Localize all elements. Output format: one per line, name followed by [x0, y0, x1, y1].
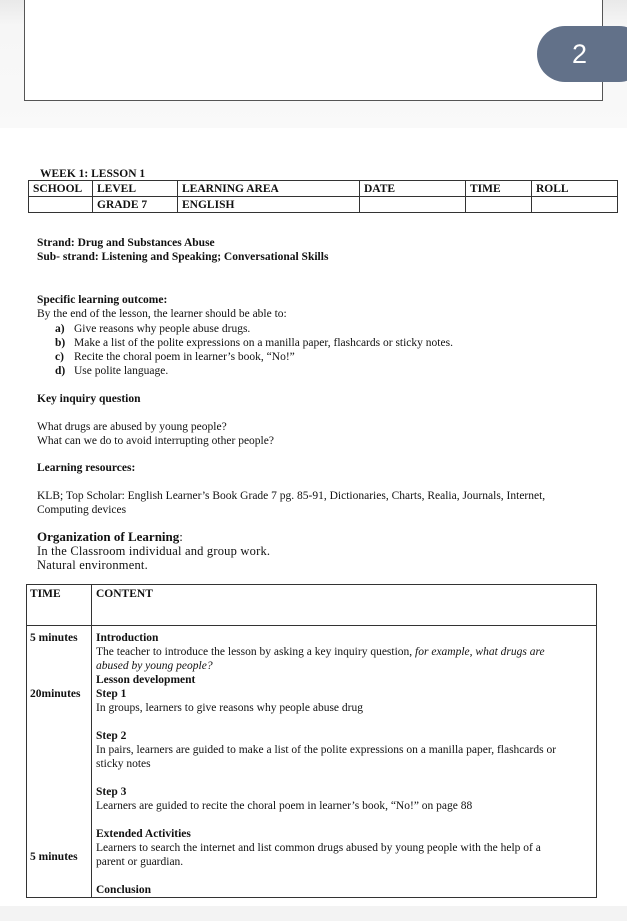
resources-text: KLB; Top Scholar: English Learner’s Book Grade 7 pg. 85-91, Dictionaries, Charts, Realia, Journals, Internet, — [37, 490, 546, 502]
outcome-item: d) Use polite language. — [55, 365, 169, 377]
document-page — [0, 128, 627, 921]
organization-title: Organization of Learning: — [37, 529, 183, 544]
extended-activities-heading: Extended Activities — [96, 828, 191, 840]
lesson-header-table — [28, 180, 618, 213]
time-cell — [27, 626, 92, 898]
extended-activities-text: parent or guardian. — [96, 856, 184, 868]
outcome-list — [55, 322, 453, 378]
strand: Strand: Drug and Substances Abuse — [37, 237, 215, 249]
inquiry-question: What drugs are abused by young people? — [37, 421, 227, 433]
step2-text: In pairs, learners are guided to make a list of the polite expressions on a manilla paper, flashcards or — [96, 744, 557, 756]
values-row — [29, 197, 618, 213]
step1-text: In groups, learners to give reasons why people abuse drug — [96, 702, 363, 714]
plan-body-row — [27, 626, 597, 898]
value-learning-area: ENGLISH — [178, 197, 360, 213]
outcome-title: Specific learning outcome: — [37, 294, 168, 306]
inquiry-question: What can we do to avoid interrupting other people? — [37, 435, 274, 447]
time-column-header: TIME — [27, 585, 92, 626]
introduction-text: abused by young people? — [96, 660, 213, 672]
resources-text: Computing devices — [37, 504, 127, 516]
resources-title: Learning resources: — [37, 462, 136, 474]
col-date: DATE — [360, 181, 466, 197]
step2-text: sticky notes — [96, 758, 151, 770]
outcome-item: a) Give reasons why people abuse drugs. — [55, 323, 251, 335]
col-learning-area: LEARNING AREA — [178, 181, 360, 197]
sub-strand: Sub- strand: Listening and Speaking; Conversational Skills — [37, 251, 329, 263]
content-column-header: CONTENT — [92, 585, 597, 626]
page-number-badge: 2 — [537, 26, 627, 82]
content-cell — [92, 626, 597, 898]
col-level: LEVEL — [93, 181, 178, 197]
organization-line: In the Classroom individual and group work. — [37, 544, 271, 558]
time-development: 20minutes — [30, 688, 81, 700]
col-school: SCHOOL — [29, 181, 93, 197]
col-roll: ROLL — [532, 181, 618, 197]
organization-line: Natural environment. — [37, 558, 148, 572]
lesson-plan-table — [26, 584, 597, 898]
step3-text: Learners are guided to recite the choral poem in learner’s book, “No!” on page 88 — [96, 800, 473, 812]
col-time: TIME — [466, 181, 532, 197]
conclusion-heading: Conclusion — [96, 884, 151, 896]
outcome-item: c) Recite the choral poem in learner’s book, “No!” — [55, 351, 295, 363]
introduction-text: The teacher to introduce the lesson by asking a key inquiry question, for example, what drugs are — [96, 646, 545, 658]
time-intro: 5 minutes — [30, 632, 78, 644]
value-roll — [532, 197, 618, 213]
extended-activities-text: Learners to search the internet and list common drugs abused by young people with the help of a — [96, 842, 541, 854]
step1-heading: Step 1 — [96, 688, 127, 700]
value-school — [29, 197, 93, 213]
introduction-heading: Introduction — [96, 632, 159, 644]
value-date — [360, 197, 466, 213]
time-conclusion: 5 minutes — [30, 851, 78, 863]
outcome-item: b) Make a list of the polite expressions on a manilla paper, flashcards or sticky notes. — [55, 337, 453, 349]
previous-page-box — [24, 0, 603, 101]
next-page-gap — [0, 906, 627, 921]
value-level: GRADE 7 — [93, 197, 178, 213]
inquiry-title: Key inquiry question — [37, 393, 141, 405]
step2-heading: Step 2 — [96, 730, 127, 742]
header-row — [29, 181, 618, 197]
step3-heading: Step 3 — [96, 786, 127, 798]
value-time — [466, 197, 532, 213]
lesson-development-heading: Lesson development — [96, 674, 196, 686]
outcome-intro: By the end of the lesson, the learner should be able to: — [37, 308, 287, 320]
week-lesson-title: WEEK 1: LESSON 1 — [40, 168, 146, 180]
plan-header-row — [27, 585, 597, 626]
